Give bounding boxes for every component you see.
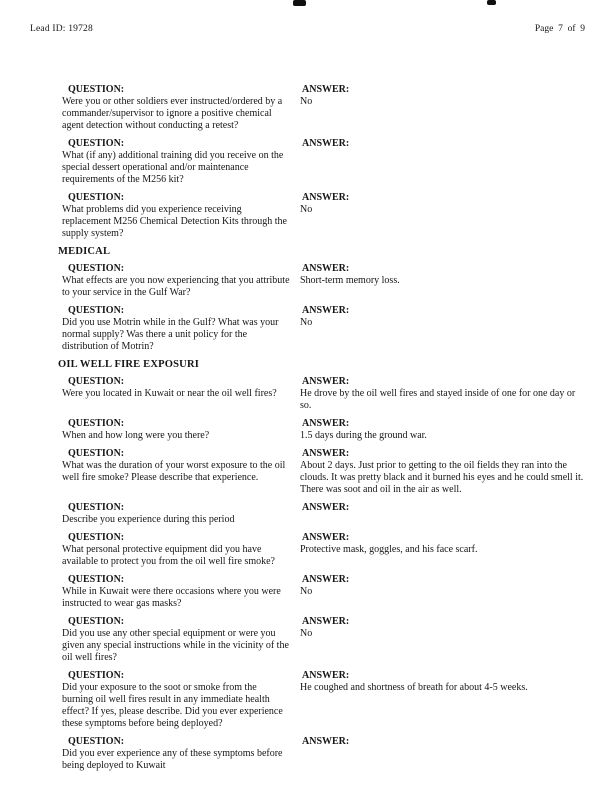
qa-row [0, 616, 611, 664]
question-label: QUESTION: [68, 138, 125, 149]
qa-row [0, 670, 611, 730]
question-label: QUESTION: [68, 84, 125, 95]
qa-row [0, 418, 611, 442]
answer-label: ANSWER: [302, 670, 350, 681]
answer-block [300, 502, 611, 526]
section-heading: OIL WELL FIRE EXPOSURI [58, 359, 200, 370]
answer-text: Short-term memory loss. [300, 275, 400, 286]
answer-block [300, 138, 611, 186]
question-block [0, 616, 300, 664]
answer-label: ANSWER: [302, 418, 350, 429]
qa-list [0, 84, 611, 778]
question-block [0, 574, 300, 610]
lead-id-label: Lead ID: 19728 [30, 24, 93, 34]
answer-label: ANSWER: [302, 448, 350, 459]
question-label: QUESTION: [68, 192, 125, 203]
page-number-label: Page 7 of 9 [534, 24, 585, 34]
question-block [0, 418, 300, 442]
answer-label: ANSWER: [302, 616, 350, 627]
answer-label: ANSWER: [302, 532, 350, 543]
question-block [0, 670, 300, 730]
answer-block [300, 305, 611, 353]
qa-row [0, 138, 611, 186]
answer-text: No [300, 586, 313, 597]
question-text: What (if any) additional training did you receive on the special dessert operational and/or maintenance requirements of the M256 kit? [62, 150, 284, 185]
question-text: Did you use any other special equipment or were you given any special instructions while in the vicinity of the oil well fires? [62, 628, 289, 663]
qa-row [0, 736, 611, 772]
answer-text: 1.5 days during the ground war. [300, 430, 427, 441]
answer-text: He coughed and shortness of breath for about 4-5 weeks. [300, 682, 528, 693]
question-text: What problems did you experience receiving replacement M256 Chemical Detection Kits through the supply system? [62, 204, 287, 239]
question-block [0, 138, 300, 186]
question-label: QUESTION: [68, 418, 125, 429]
answer-block [300, 670, 611, 730]
answer-text: No [300, 317, 313, 328]
question-text: Did your exposure to the soot or smoke from the burning oil well fires result in any immediate health effect? If yes, please describe. Did you ever experience these symptoms before being deployed? [62, 682, 283, 729]
question-block [0, 263, 300, 299]
answer-block [300, 263, 611, 299]
question-label: QUESTION: [68, 305, 125, 316]
answer-text: He drove by the oil well fires and stayed inside of one for one day or so. [300, 388, 576, 411]
answer-label: ANSWER: [302, 574, 350, 585]
question-label: QUESTION: [68, 574, 125, 585]
question-text: Were you or other soldiers ever instructed/ordered by a commander/supervisor to ignore a positive chemical agent detection without conducting a retest? [62, 96, 283, 131]
answer-block [300, 192, 611, 240]
question-text: While in Kuwait were there occasions where you were instructed to wear gas masks? [62, 586, 281, 609]
section-heading: MEDICAL [58, 246, 111, 257]
scan-artifact-mark [293, 0, 306, 6]
question-label: QUESTION: [68, 670, 125, 681]
question-label: QUESTION: [68, 263, 125, 274]
qa-row [0, 263, 611, 299]
answer-label: ANSWER: [302, 138, 350, 149]
question-text: When and how long were you there? [62, 430, 210, 441]
answer-label: ANSWER: [302, 263, 350, 274]
qa-row [0, 502, 611, 526]
question-text: Were you located in Kuwait or near the oil well fires? [62, 388, 277, 399]
answer-block [300, 532, 611, 568]
question-text: What was the duration of your worst exposure to the oil well fire smoke? Please describe that experience. [62, 460, 286, 483]
question-block [0, 532, 300, 568]
question-block [0, 376, 300, 412]
question-text: Did you ever experience any of these symptoms before being deployed to Kuwait [62, 748, 283, 771]
question-text: What personal protective equipment did you have available to protect you from the oil well fire smoke? [62, 544, 275, 567]
answer-block [300, 376, 611, 412]
question-label: QUESTION: [68, 736, 125, 747]
answer-text: No [300, 628, 313, 639]
answer-text: No [300, 204, 313, 215]
qa-row [0, 376, 611, 412]
answer-label: ANSWER: [302, 736, 350, 747]
question-label: QUESTION: [68, 616, 125, 627]
qa-row [0, 305, 611, 353]
answer-label: ANSWER: [302, 84, 350, 95]
qa-row [0, 192, 611, 240]
answer-text: Protective mask, goggles, and his face scarf. [300, 544, 478, 555]
answer-block [300, 574, 611, 610]
question-block [0, 736, 300, 772]
answer-label: ANSWER: [302, 305, 350, 316]
question-text: Did you use Motrin while in the Gulf? What was your normal supply? Was there a unit policy for the distribution of Motrin? [62, 317, 279, 352]
question-text: What effects are you now experiencing that you attribute to your service in the Gulf War? [62, 275, 290, 298]
qa-row [0, 574, 611, 610]
answer-block [300, 736, 611, 772]
question-label: QUESTION: [68, 448, 125, 459]
qa-row [0, 84, 611, 132]
question-label: QUESTION: [68, 532, 125, 543]
answer-label: ANSWER: [302, 502, 350, 513]
question-block [0, 448, 300, 496]
question-block [0, 84, 300, 132]
question-block [0, 192, 300, 240]
question-block [0, 305, 300, 353]
answer-label: ANSWER: [302, 376, 350, 387]
qa-row [0, 532, 611, 568]
question-label: QUESTION: [68, 376, 125, 387]
answer-block [300, 418, 611, 442]
question-block [0, 502, 300, 526]
answer-block [300, 616, 611, 664]
question-text: Describe you experience during this period [62, 514, 235, 525]
answer-block [300, 448, 611, 496]
qa-row [0, 448, 611, 496]
answer-text: About 2 days. Just prior to getting to the oil fields they ran into the clouds. It was pretty black and it burned his eyes and he could smell it. There was soot and oil in the air as well. [300, 460, 584, 495]
scan-artifact-mark [487, 0, 496, 5]
question-label: QUESTION: [68, 502, 125, 513]
answer-label: ANSWER: [302, 192, 350, 203]
answer-block [300, 84, 611, 132]
answer-text: No [300, 96, 313, 107]
page-header [30, 24, 585, 34]
